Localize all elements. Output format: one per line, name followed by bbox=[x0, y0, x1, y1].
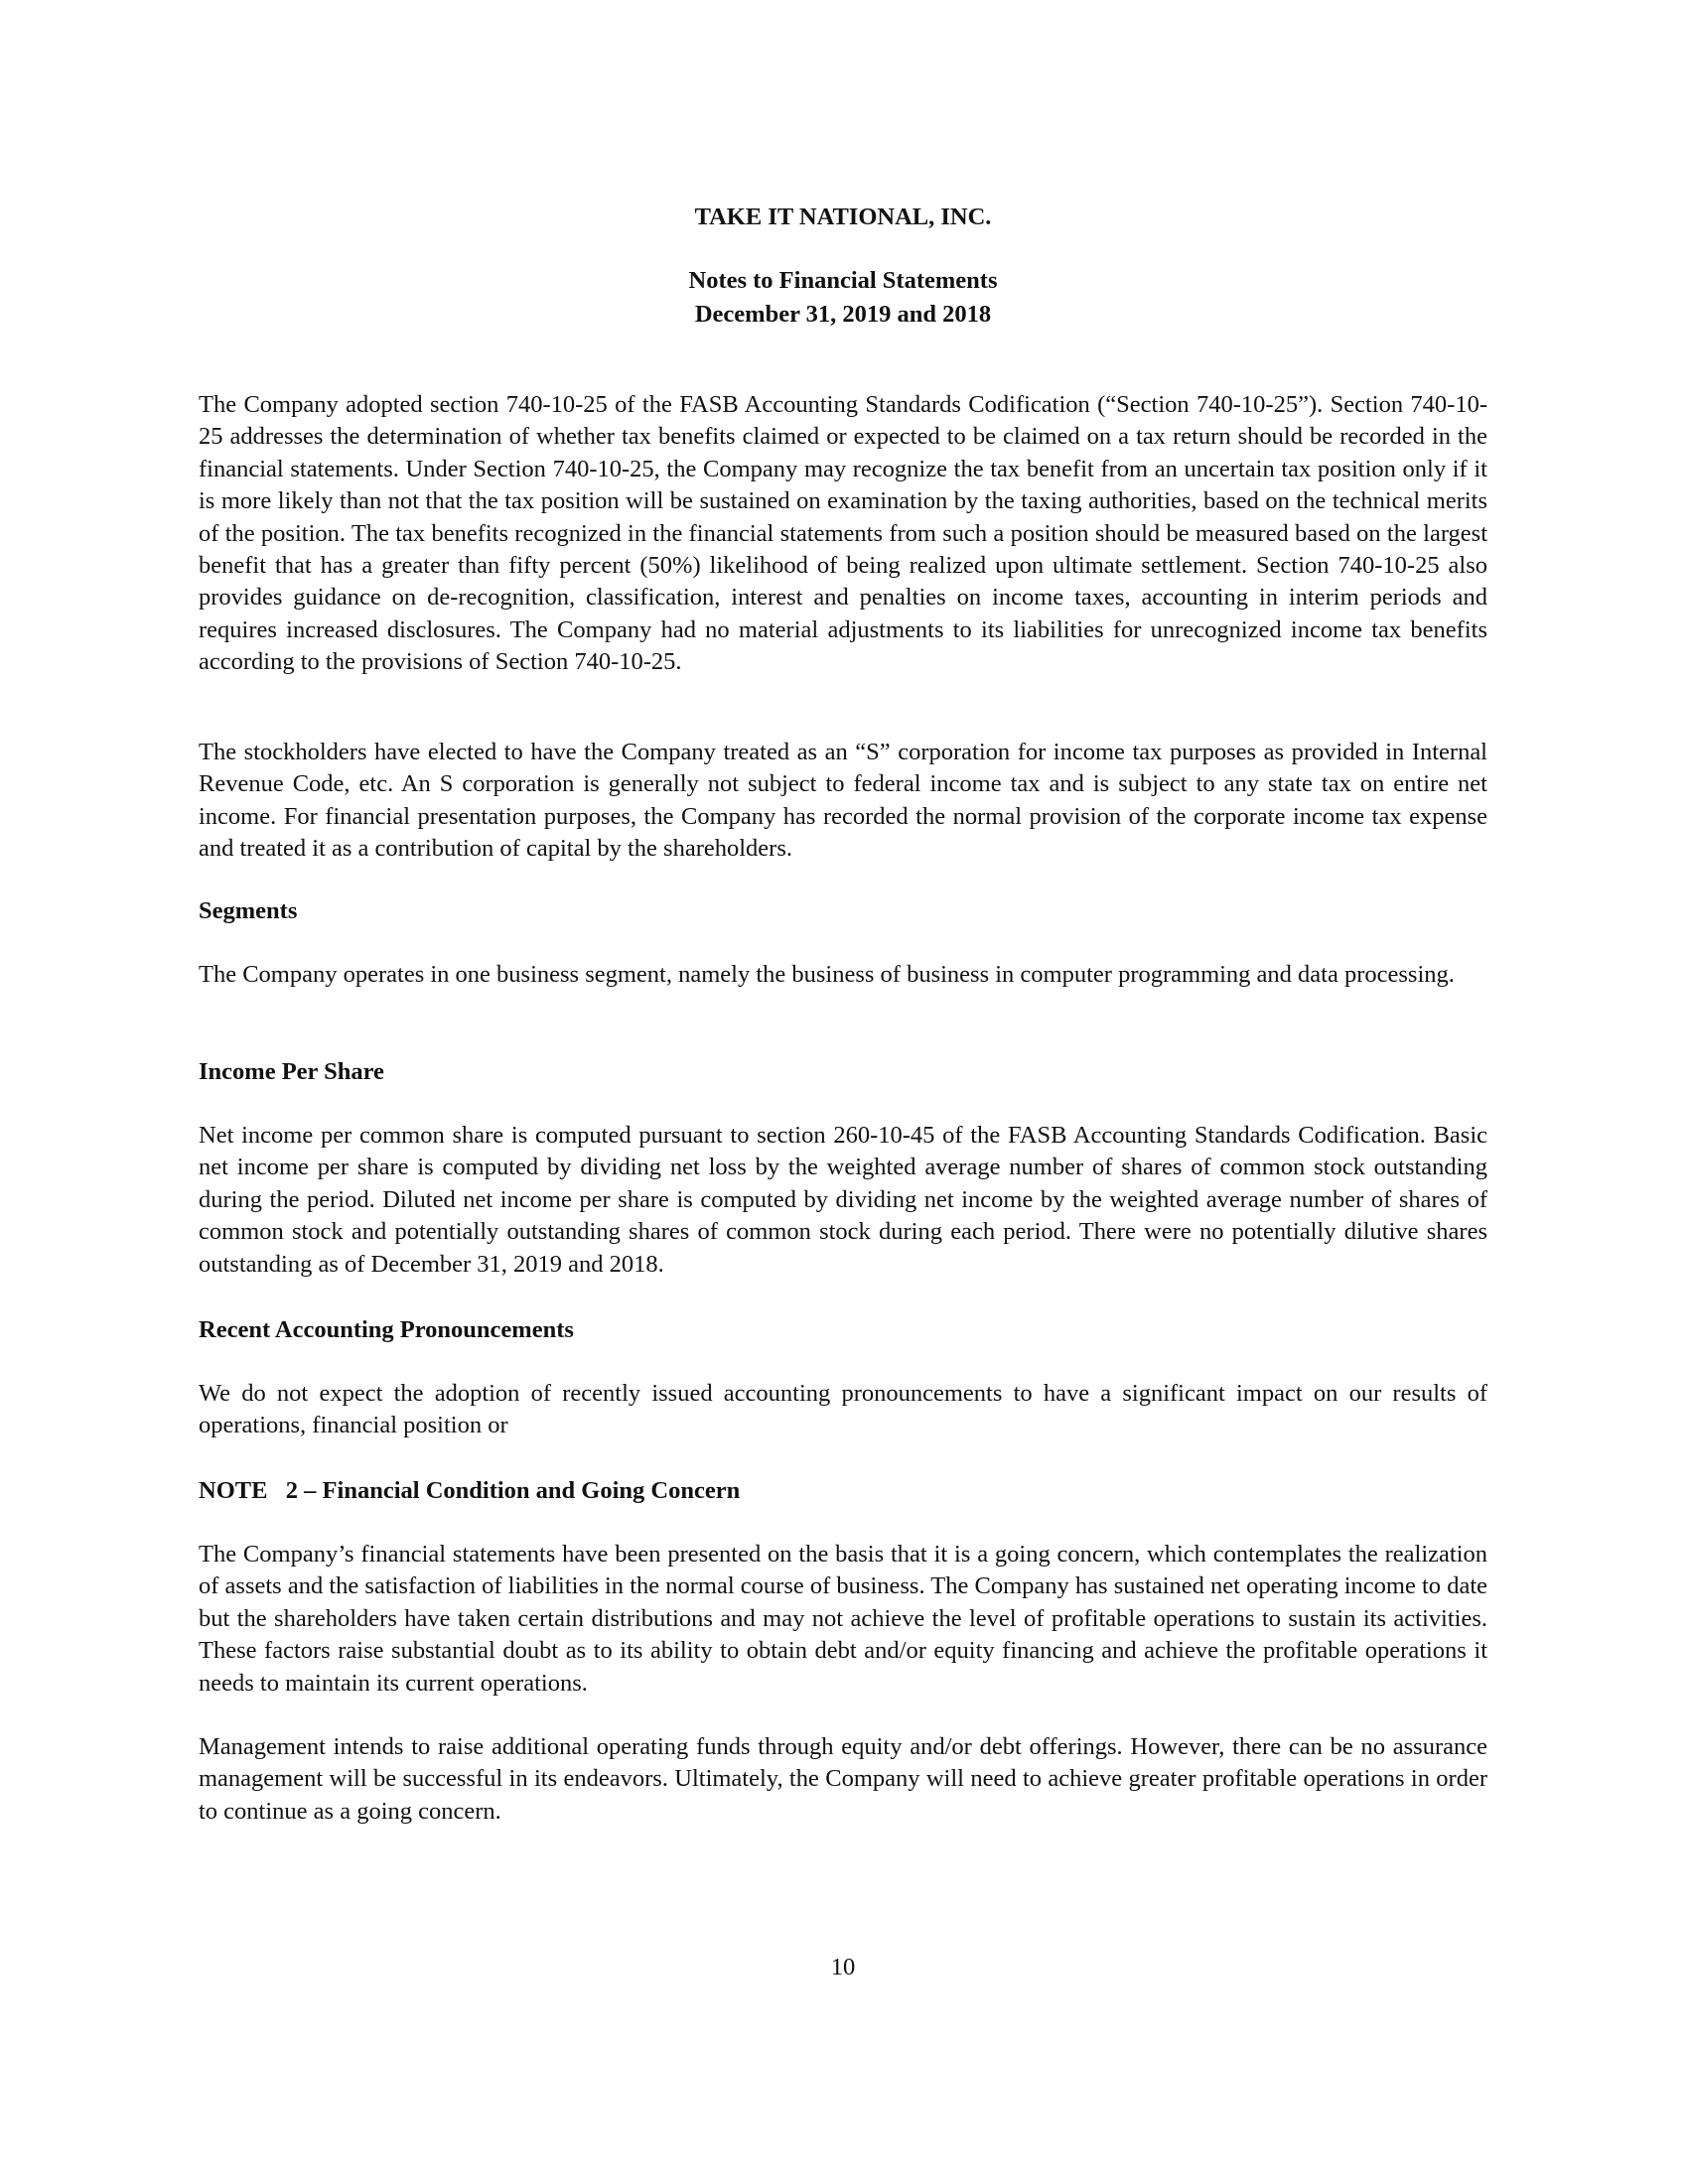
recent-pronouncements-heading: Recent Accounting Pronouncements bbox=[199, 1316, 574, 1343]
page-number: 10 bbox=[830, 1954, 856, 1980]
income-per-share-heading: Income Per Share bbox=[199, 1058, 384, 1085]
going-concern-paragraph-1: The Company’s financial statements have been presented on the basis that it is a going concern, which contemplates the realization of assets and the satisfaction of liabilities in the normal course of business. The Company has sustained net operating income to date but the shareholders have taken certain distributions and may not achieve the level of profitable operations to sustain its activities. These factors raise substantial doubt as to its ability to obtain debt and/or equity financing and achieve the profitable operations it needs to maintain its current operations. bbox=[199, 1541, 1487, 1697]
company-name: TAKE IT NATIONAL, INC. bbox=[694, 204, 992, 230]
notes-title: Notes to Financial Statements bbox=[688, 267, 998, 294]
recent-pronouncements-text: We do not expect the adoption of recently issued accounting pronouncements to have a significant impact on our results of operations, financial position or bbox=[199, 1380, 1487, 1439]
income-per-share-text: Net income per common share is computed pursuant to section 260-10-45 of the FASB Accounting Standards Codification. Basic net income per share is computed by dividing net loss by the weighted average number of shares of common stock outstanding during the period. Diluted net income per share is computed by dividing net income by the weighted average number of shares of common stock and potentially outstanding shares of common stock during each period. There were no potentially dilutive shares outstanding as of December 31, 2019 and 2018. bbox=[199, 1122, 1487, 1278]
income-tax-paragraph-2: The stockholders have elected to have the Company treated as an “S” corporation for income tax purposes as provided in Internal Revenue Code, etc. An S corporation is generally not subject to federal income tax and is subject to any state tax on entire net income. For financial presentation purposes, the Company has recorded the normal provision of the corporate income tax expense and treated it as a contribution of capital by the shareholders. bbox=[199, 739, 1487, 863]
document-page bbox=[199, 0, 1487, 2184]
statement-period: December 31, 2019 and 2018 bbox=[694, 301, 992, 328]
segments-text: The Company operates in one business segment, namely the business of business in computer programming and data processing. bbox=[199, 961, 1455, 988]
notes-title-block bbox=[199, 264, 1487, 332]
note-2-heading: NOTE 2 – Financial Condition and Going Concern bbox=[199, 1477, 741, 1504]
going-concern-paragraph-2: Management intends to raise additional operating funds through equity and/or debt offerings. However, there can be no assurance management will be successful in its endeavors. Ultimately, the Company will need to achieve greater profitable operations in order to continue as a going concern. bbox=[199, 1733, 1487, 1825]
income-tax-paragraph-1: The Company adopted section 740-10-25 of the FASB Accounting Standards Codification (“Section 740-10-25”). Section 740-10-25 addresses the determination of whether tax benefits claimed or expected to be claimed on a tax return should be recorded in the financial statements. Under Section 740-10-25, the Company may recognize the tax benefit from an uncertain tax position only if it is more likely than not that the tax position will be sustained on examination by the taxing authorities, based on the technical merits of the position. The tax benefits recognized in the financial statements from such a position should be measured based on the largest benefit that has a greater than fifty percent (50%) likelihood of being realized upon ultimate settlement. Section 740-10-25 also provides guidance on de-recognition, classification, interest and penalties on income taxes, accounting in interim periods and requires increased disclosures. The Company had no material adjustments to its liabilities for unrecognized income tax benefits according to the provisions of Section 740-10-25. bbox=[199, 391, 1487, 676]
segments-heading: Segments bbox=[199, 897, 298, 924]
